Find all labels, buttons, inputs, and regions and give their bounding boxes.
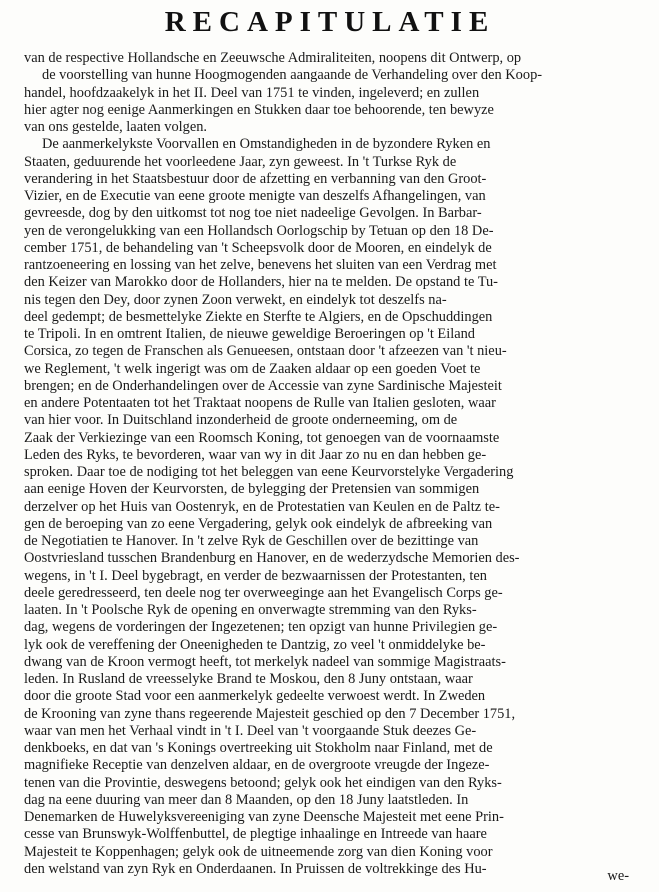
text-line: waar van men het Verhaal vindt in 't I. Deel van 't voorgaande Stuk deezes Ge- bbox=[24, 722, 477, 739]
text-line: Staaten, geduurende het voorleedene Jaar, zyn geweest. In 't Turkse Ryk de bbox=[24, 153, 457, 170]
text-line: brengen; en de Onderhandelingen over de Accessie van zyne Sardinische Majesteit bbox=[24, 377, 502, 394]
text-line: en andere Potentaaten tot het Traktaat noopens de Rulle van Italien gesloten, waar bbox=[24, 395, 496, 411]
text-line: derzelver op het Huis van Oostenryk, en de Protestatien van Keulen en de Paltz te- bbox=[24, 498, 500, 515]
text-line: door die groote Stad voor een aanmerkelyk gedeelte verwoest werdt. In Zweden bbox=[24, 688, 486, 705]
text-line: den welstand van zyn Ryk en Onderdaanen. In Pruissen de voltrekkinge des Hu- bbox=[24, 860, 487, 877]
text-line: verandering in het Staatsbestuur door de afzetting en verbanning van den Groot- bbox=[24, 170, 487, 187]
text-line: van ons gestelde, laaten volgen. bbox=[24, 119, 208, 135]
text-line: yen de verongelukking van een Hollandsch Oorlogschip by Tetuan op den 18 De- bbox=[24, 222, 494, 239]
text-line: magnifieke Receptie van denzelven aldaar, en de overgroote vreugde der Ingeze- bbox=[24, 757, 490, 774]
text-line: lyk ook de vereffening der Oneenigheden te Dantzig, zo veel 't onmiddelyke be- bbox=[24, 636, 486, 653]
text-line: handel, hoofdzaakelyk in het II. Deel van 1751 te vinden, ingeleverd; en zullen bbox=[24, 84, 480, 101]
text-line: dag, wegens de vorderingen der Ingezetenen; ten opzigt van hunne Privilegien ge- bbox=[24, 619, 498, 636]
text-line: Corsica, zo tegen de Franschen als Genueesen, ontstaan door 't afzeezen van 't nieu- bbox=[24, 343, 507, 360]
text-line: de Negotiatien te Hanover. In 't zelve Ryk de Geschillen over de bezittinge van bbox=[24, 533, 479, 549]
text-line: Leden des Ryks, te bevorderen, waar van wy in dit Jaar zo nu en dan hebben ge- bbox=[24, 446, 487, 463]
text-line: sproken. Daar toe de nodiging tot het beleggen van eene Keurvorstelyke Vergadering bbox=[24, 464, 514, 480]
text-line: de Krooning van zyne thans regeerende Majesteit geschied op den 7 December 1751, bbox=[24, 705, 516, 722]
text-line: tenen van die Provintie, deswegens betoond; gelyk ook het eindigen van den Ryks- bbox=[24, 774, 502, 791]
text-line: van de respective Hollandsche en Zeeuwsche Admiraliteiten, noopens dit Ontwerp, op bbox=[24, 50, 522, 66]
text-line: Zaak der Verkiezinge van een Roomsch Koning, tot genoegen van de voornaamste bbox=[24, 429, 500, 446]
text-line: leden. In Rusland de vreesselyke Brand te Moskou, den 8 Juny ontstaan, waar bbox=[24, 671, 473, 687]
text-line: nis tegen den Dey, door zynen Zoon verwekt, en eindelyk tot deszelfs na- bbox=[24, 291, 447, 308]
text-line: te Tripoli. In en omtrent Italien, de nieuwe geweldige Beroeringen op 't Eiland bbox=[24, 326, 475, 342]
text-line: Denemarken de Huwelyksvereeniging van zyne Deensche Majesteit met eene Prin- bbox=[24, 809, 504, 825]
text-line: den Keizer van Marokko door de Hollanders, hier na te melden. De opstand te Tu- bbox=[24, 274, 498, 291]
text-line: dag na eene duuring van meer dan 8 Maanden, op den 18 Juny laatstleden. In bbox=[24, 791, 469, 808]
text-line: Vizier, en de Executie van eene groote menigte van deszelfs Afhangelingen, van bbox=[24, 188, 486, 204]
text-line: wegens, in 't I. Deel bygebragt, en verder de bezwaarnissen der Protestanten, ten bbox=[24, 567, 487, 584]
text-line: deel gedempt; de besmettelyke Ziekte en Sterfte te Algiers, en de Opschuddingen bbox=[24, 308, 493, 325]
text-line: De aanmerkelykste Voorvallen en Omstandigheden in de byzondere Ryken en bbox=[42, 136, 491, 153]
text-line: Oostvriesland tusschen Brandenburg en Hanover, en de wederzydsche Memorien des- bbox=[24, 550, 520, 567]
text-line: denkboeks, en dat van 's Konings overtreeking uit Stokholm naar Finland, met de bbox=[24, 740, 493, 756]
body-text bbox=[24, 50, 636, 878]
text-line: aan eenige Hoven der Keurvorsten, de bylegging der Pretensien van sommigen bbox=[24, 481, 480, 498]
text-line: van hier voor. In Duitschland inzonderheid de groote onderneeming, om de bbox=[24, 412, 458, 429]
page-title: RECAPITULATIE bbox=[164, 6, 496, 38]
text-line: laaten. In 't Poolsche Ryk de opening en onverwagte stremming van den Ryks- bbox=[24, 602, 477, 618]
text-line: deele geredresseerd, ten deele nog ter overweeginge aan het Evangelisch Corps ge- bbox=[24, 584, 503, 601]
text-line: hier agter nog eenige Aanmerkingen en Stukken daar toe behoorende, ten bewyze bbox=[24, 101, 494, 118]
text-line: Majesteit te Koppenhagen; gelyk ook de uitneemende zorg van dien Koning voor bbox=[24, 843, 493, 860]
text-line: rantzoeneering en lossing van het zelve, benevens het sluiten van een Verdrag met bbox=[24, 257, 497, 273]
text-line: cember 1751, de behandeling van 't Scheepsvolk door de Mooren, en eindelyk de bbox=[24, 239, 492, 256]
text-line: cesse van Brunswyk-Wolffenbuttel, de plegtige inhaalinge en Intreede van haare bbox=[24, 826, 487, 843]
text-line: we Reglement, 't welk ingerigt was om de Zaaken aldaar op een goeden Voet te bbox=[24, 360, 481, 377]
catchword: we- bbox=[607, 868, 629, 884]
text-line: gevreesde, dog by den uitkomst tot nog toe niet nadeelige Gevolgen. In Barbar- bbox=[24, 205, 482, 222]
text-line: gen de beroeping van zo eene Vergadering, gelyk ook eindelyk de afbreeking van bbox=[24, 515, 493, 532]
text-line: dwang van de Kroon vermogt heeft, tot merkelyk nadeel van sommige Magistraats- bbox=[24, 653, 506, 670]
text-line: de voorstelling van hunne Hoogmogenden aangaande de Verhandeling over den Koop- bbox=[42, 67, 543, 84]
